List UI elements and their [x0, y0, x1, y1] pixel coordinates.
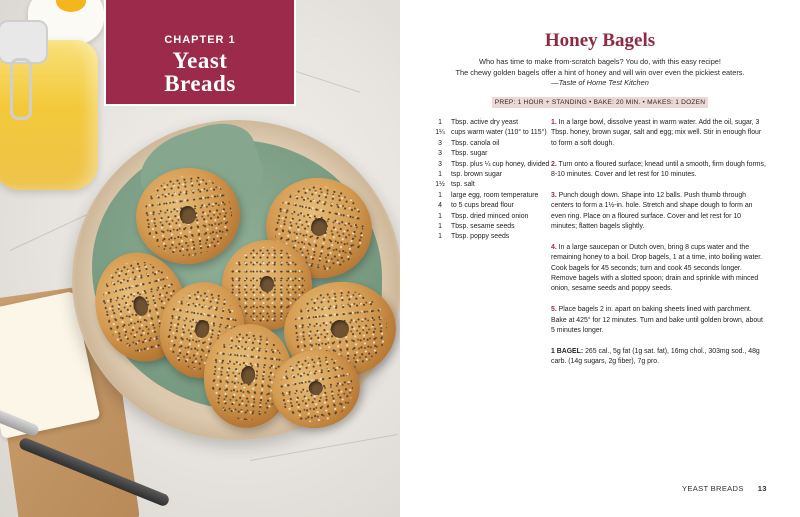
ingredient-qty: 3 — [438, 160, 442, 168]
recipe-intro — [420, 57, 780, 89]
ingredient-text: Tbsp. plus ¼ cup honey, divided — [451, 160, 550, 168]
ingredient-qty: 1½ — [435, 181, 445, 189]
ingredient-text: Tbsp. sesame seeds — [451, 223, 515, 231]
step-text: Turn onto a floured surface; knead until a smooth, firm dough forms, 8-10 minutes. Cover and let rest for 10 minutes. — [551, 160, 766, 179]
chapter-title-line2: Breads — [164, 71, 236, 96]
step-number: 2. — [551, 160, 557, 168]
ingredient-qty: 1 — [438, 171, 442, 179]
ingredient-text: cups warm water (110° to 115°) — [451, 129, 547, 137]
ingredient-qty: 1 — [438, 223, 442, 231]
recipe-step — [551, 160, 767, 181]
ingredient-item — [433, 232, 553, 242]
ingredient-qty: 3 — [438, 139, 442, 147]
ingredient-list — [433, 118, 553, 243]
ingredient-qty: 4 — [438, 202, 442, 210]
recipe-title: Honey Bagels — [544, 30, 656, 51]
nutrition-label: 1 BAGEL: — [551, 347, 584, 355]
ingredient-text: tsp. salt — [451, 181, 475, 189]
ingredient-qty: 1 — [438, 191, 442, 199]
ingredient-item — [433, 212, 553, 222]
nutrition-info — [551, 347, 767, 368]
chapter-banner — [104, 0, 296, 106]
nutrition-text: 265 cal., 5g fat (1g sat. fat), 16mg chol., 303mg sod., 48g carb. (14g sugars, 2g fiber), 7g pro. — [551, 347, 760, 366]
ingredient-qty: 1¼ — [435, 129, 445, 137]
ingredient-qty: 1 — [438, 119, 442, 126]
chapter-label: CHAPTER 1 — [164, 34, 236, 46]
ingredient-text: Tbsp. sugar — [451, 150, 488, 158]
step-text: In a large bowl, dissolve yeast in warm water. Add the oil, sugar, 3 Tbsp. honey, brown sugar, salt and egg; mix well. Stir in enough flour to form a soft dough. — [551, 119, 762, 147]
ingredient-text: to 5 cups bread flour — [451, 202, 514, 210]
footer-section-name: YEAST BREADS — [682, 484, 744, 493]
recipe-page — [400, 0, 800, 517]
recipe-step — [551, 191, 767, 233]
ingredient-item — [433, 201, 553, 211]
ingredient-item — [433, 191, 553, 201]
ingredient-qty: 1 — [438, 212, 442, 220]
ingredient-text: tsp. brown sugar — [451, 171, 502, 179]
ingredient-text: Tbsp. poppy seeds — [451, 233, 510, 241]
recipe-steps — [551, 118, 767, 368]
chapter-title-line1: Yeast — [172, 48, 228, 73]
ingredient-item — [433, 128, 553, 138]
ingredient-qty: 1 — [438, 233, 442, 241]
marble-texture — [250, 434, 398, 461]
recipe-credit: —Taste of Home Test Kitchen — [551, 78, 649, 87]
step-text: In a large saucepan or Dutch oven, bring 8 cups water and the remaining honey to a boil. Drop bagels, 1 at a time, into boiling water. Cook bagels for 45 seconds; turn and cook 45 seconds longer. Remove bagels with a slotted spoon; drain and sprinkle with minced onion, sesame seeds and poppy seeds. — [551, 243, 763, 293]
recipe-step — [551, 305, 767, 336]
ingredient-item — [433, 149, 553, 159]
ingredient-item — [433, 170, 553, 180]
ingredient-item — [433, 118, 553, 128]
chapter-title — [106, 49, 294, 95]
step-number: 5. — [551, 306, 557, 314]
intro-line: Who has time to make from-scratch bagels? You do, with this easy recipe! — [479, 57, 721, 66]
step-text: Place bagels 2 in. apart on baking sheets lined with parchment. Bake at 425° for 12 minutes. Turn and bake until golden brown, about 5 minutes longer. — [551, 306, 763, 335]
ingredient-text: Tbsp. dried minced onion — [451, 212, 529, 220]
ingredient-text: large egg, room temperature — [451, 191, 539, 199]
step-number: 1. — [551, 119, 557, 126]
prep-info-bar: PREP: 1 HOUR + STANDING • BAKE: 20 MIN. • MAKES: 1 DOZEN — [492, 97, 708, 108]
intro-line: The chewy golden bagels offer a hint of honey and will win over even the pickiest eaters. — [455, 67, 745, 77]
page-footer — [682, 484, 772, 493]
ingredient-item — [433, 160, 553, 170]
ingredient-text: Tbsp. canola oil — [451, 139, 500, 147]
ingredient-item — [433, 222, 553, 232]
recipe-step — [551, 243, 767, 295]
recipe-step — [551, 118, 767, 149]
ingredient-text: Tbsp. active dry yeast — [451, 119, 519, 126]
step-number: 3. — [551, 191, 557, 199]
step-number: 4. — [551, 243, 557, 251]
ingredient-qty: 3 — [438, 150, 442, 158]
jar-clasp — [10, 58, 32, 120]
page-number: 13 — [757, 484, 767, 493]
ingredient-item — [433, 180, 553, 190]
step-text: Punch dough down. Shape into 12 balls. Push thumb through centers to form a 1½-in. hole. Stretch and shape dough to form an even ring. Place on a floured surface. Cover and let rest for 10 minutes; flatten bagels slightly. — [551, 191, 753, 231]
ingredient-item — [433, 139, 553, 149]
